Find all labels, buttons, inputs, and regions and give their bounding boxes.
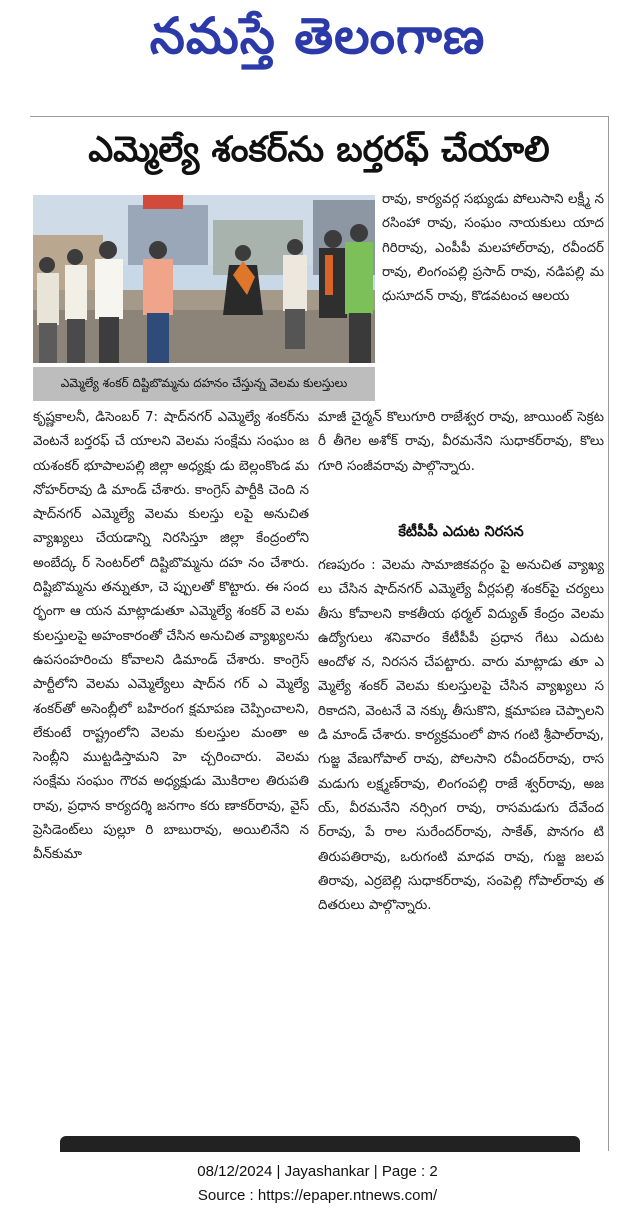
article-left-column <box>33 406 309 868</box>
article-right-top-column <box>382 188 604 309</box>
left-column-paragraph: కృష్ణకాలనీ, డిసెంబర్ 7: షాద్‌నగర్ ఎమ్మెల్యే శంకర్‌ను వెంటనే బర్తరఫ్ చే యాలని వెలమ సంక్షేమ సంఘం జ యశంకర్ భూపాలపల్లి జిల్లా అధ్యక్షు డు బెల్లంకొండ మనోహర్‌రావు డి మాండ్ చేశారు. కాంగ్రెస్ పార్టీకి చెంది న షాద్‌నగర్ ఎమ్మెల్యే వెలమ కులస్తు లపై అనుచిత వ్యాఖ్యలు చేయడాన్ని నిరసిస్తూ జిల్లా కేంద్రంలోని అంబేద్క ర్ సెంటర్‌లో దిష్టిబొమ్మను దహ నం చేశారు. దిష్టిబొమ్మను తన్నుతూ, చె ప్పులతో కొట్టారు. ఈ సందర్భంగా ఆ యన మాట్లాడుతూ ఎమ్మెల్యే శంకర్ వె లమ కులస్తులపై అహంకారంతో చేసిన అనుచిత వ్యాఖ్యలను ఉపసంహరించు కోవాలని డిమాండ్ చేశారు. కాంగ్రెస్ పార్టీలోని వెలమ ఎమ్మెల్యేలు షాద్‌న గర్ ఎ మ్మెల్యే శంకర్‌తో అసెంబ్లీలో బహిరంగ క్షమాపణ చెప్పించాలని, లేకుంటే రాష్ట్రంలోని వెలమ కులస్తుల మంతా అ సెంబ్లీని ముట్టడిస్తామని హె చ్చరించారు. వెలమ సంక్షేమ సంఘం గౌరవ అధ్యక్షుడు మొకిరాల తిరుపతి రావు, ప్రధాన కార్యదర్శి జనగాం కరు ణాకర్‌రావు, వైస్ ప్రెసిడెంట్‌లు పుల్లూ రి బాబురావు, అయిలినేని నవీన్‌కుమా <box>33 410 309 863</box>
page-footer <box>0 1160 635 1220</box>
article-headline: ఎమ్మెల్యే శంకర్‌ను బర్తరఫ్ చేయాలి <box>88 130 550 170</box>
photo-caption: ఎమ్మెల్యే శంకర్ దిష్టిబొమ్మను దహనం చేస్తున్న వెలమ కులస్తులు <box>33 367 375 401</box>
right-top-paragraph: రావు, కార్యవర్గ సభ్యుడు పోలుసాని లక్ష్మీ నరసింహా రావు, సంఘం నాయకులు యాదగిరిరావు, ఎంపీపీ మలహాల్‌రావు, రవీందర్ రావు, లింగంపల్లి ప్రసాద్ రావు, నడిపల్లి మధుసూదన్ రావు, కొడవటంచ ఆలయ <box>382 192 604 305</box>
right-continuation-paragraph: మాజీ చైర్మన్ కొలుగూరి రాజేశ్వర రావు, జాయింట్ సెక్రటరీ తీగెల అశోక్ రావు, వీరమనేని సుధాకర్‌రావు, కొలు గూరి సంజీవరావు పాల్గొన్నారు. <box>318 410 604 474</box>
protest-photo-illustration <box>33 195 375 363</box>
article-right-continuation <box>318 406 604 479</box>
article-right-bottom-column <box>318 554 604 918</box>
right-bottom-paragraph: గణపురం : వెలమ సామాజికవర్గం పై అనుచిత వ్యాఖ్యలు చేసిన షాద్‌నగర్ ఎమ్మెల్యే వీర్లపల్లి శంకర్‌పై చర్యలు తీసు కోవాలని కాకతీయ థర్మల్ విద్యుత్ కేంద్రం వెలమ ఉద్యోగులు శనివారం కేటీపీపీ ప్రధాన గేటు ఎదుట ఆందోళ న, నిరసన చేపట్టారు. వారు మాట్లాడు తూ ఎమ్మెల్యే శంకర్ వెలమ కులస్తులపై చేసిన వ్యాఖ్యలు సరికాదని, వెంటనే వె నక్కు తీసుకొని, క్షమాపణ చెప్పాలని డి మాండ్ చేశారు. కార్యక్రమంలో పొన గంటి శ్రీపాల్‌రావు, గుజ్జ వేణుగోపాల్ రావు, పోలసాని రవీందర్‌రావు, రాస మడుగు లక్ష్మణ్‌రావు, లింగంపల్లి రాజే శ్వర్‌రావు, అజయ్, వీరమనేని నర్సింగ రావు, రాసమడుగు దేవేందర్‌రావు, పే రాల సురేందర్‌రావు, సాకేత్, పొనగం టి తిరుపతిరావు, ఒరుగంటి మాధవ రావు, గుజ్జ జలపతిరావు, ఎర్రబెల్లి సుధాకర్‌రావు, సంపెల్లి గోపాల్‌రావు తదితరులు పాల్గొన్నారు. <box>318 558 604 914</box>
next-headline-cutoff <box>60 1136 580 1152</box>
article-subhead: కేటీపీపీ ఎదుట నిరసన <box>398 524 524 540</box>
article-photo <box>33 195 375 363</box>
footer-source-link[interactable]: Source : https://epaper.ntnews.com/ <box>197 1187 438 1204</box>
footer-edition-info: 08/12/2024 | Jayashankar | Page : 2 <box>197 1163 438 1180</box>
masthead-title: నమస్తే తెలంగాణ <box>149 6 486 65</box>
